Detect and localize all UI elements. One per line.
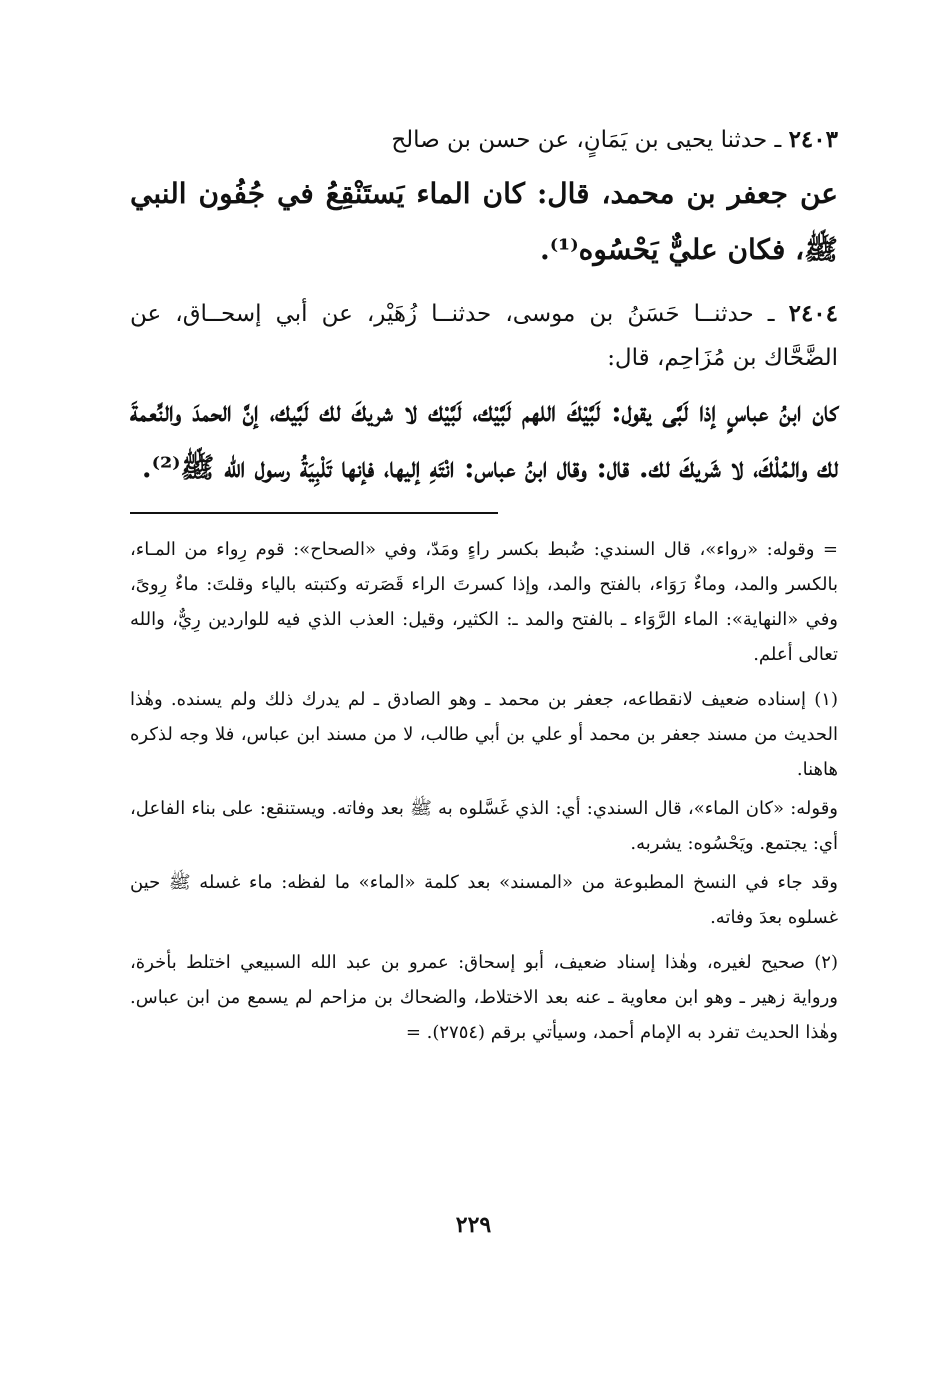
hadith-isnad [130, 292, 838, 380]
footnote-1-note-b: وقد جاء في النسخ المطبوعة من «المسند» بعد كلمة «الماء» ما لفظه: ماء غسله ﷺ حين غسلوه بعدَ وفاته. [130, 872, 838, 928]
footnote-divider [130, 512, 498, 514]
hadith-matn: عن جعفر بن محمد، قال: كان الماء يَستَنْقِعُ في جُفُون النبي ﷺ، فكان عليٌّ يَحْسُوه⁽¹⁾. [130, 177, 838, 266]
isnad-text: ـ حدثنــا حَسَنُ بن موسى، حدثنــا زُهَيْر، عن أبي إسحــاق، عن الضَّحَّاك بن مُزَاحِم، قال: [130, 301, 838, 371]
page-body [130, 118, 838, 1060]
footnote-2: (٢) صحيح لغيره، وهٰذا إسناد ضعيف، أبو إسحاق: عمرو بن عبد الله السبيعي اختلط بأخرة، ورواية زهير ـ وهو ابن معاوية ـ عنه بعد الاختلاط، والضحاك بن مزاحم لم يسمع من ابن عباس. وهٰذا الحديث تفرد به الإمام أحمد، وسيأتي برقم (٢٧٥٤). = [130, 952, 838, 1043]
hadith-2404 [130, 292, 838, 496]
hadith-number: ٢٤٠٤ [788, 300, 839, 327]
footnote-1-note-a: وقوله: «كان الماء»، قال السندي: أي: الذي غَسَّلوه به ﷺ بعد وفاته. ويستنقع: على بناء الفاعل، أي: يجتمع. ويَحْسُوه: يشربه. [130, 798, 838, 854]
hadith-2403 [130, 118, 838, 278]
footnote-1: (١) إسناده ضعيف لانقطاعه، جعفر بن محمد ـ وهو الصادق ـ لم يدرك ذلك ولم يسنده. وهٰذا الحديث من مسند جعفر بن محمد أو علي بن أبي طالب، لا من مسند ابن عباس، فلا وجه لذكره هاهنا. [130, 689, 838, 780]
hadith-number: ٢٤٠٣ [788, 126, 838, 153]
hadith-matn: كان ابنُ عباسٍ إذا لَبَّى يقول: لَبَّيْكَ اللهم لَبَّيْك، لَبَّيْك لا شريكَ لك لَبَّيك، إنَّ الحمدَ والنِّعمةَ لك والمُلْكَ، لا شَريكَ لك. قال: وقال ابنُ عباس: انْتَهِ إليها، فإنها تَلْبِيَةُ رسول الله ﷺ⁽²⁾. [130, 395, 838, 484]
footnotes [130, 532, 838, 1050]
footnote-continuation: = وقوله: «رواء»، قال السندي: ضُبط بكسر راءٍ ومَدّ، وفي «الصحاح»: قوم رِواء من المـاء، بالكسر والمد، وماءٌ رَوَاء، بالفتح والمد، وإذا كسرتَ الراء قَصَرته وكتبته بالياء وقلتَ: ماءٌ رِوىً، وفي «النهاية»: الماء الرَّوَاء ـ بالفتح والمد ـ: الكثير، وقيل: العذب الذي فيه للواردين رِيٌّ، والله تعالى أعلم. [130, 539, 838, 665]
hadith-isnad [130, 118, 838, 162]
page-number: ٢٢٩ [455, 1212, 492, 1238]
isnad-text: ـ حدثنا يحيى بن يَمَانٍ، عن حسن بن صالح [391, 127, 782, 153]
